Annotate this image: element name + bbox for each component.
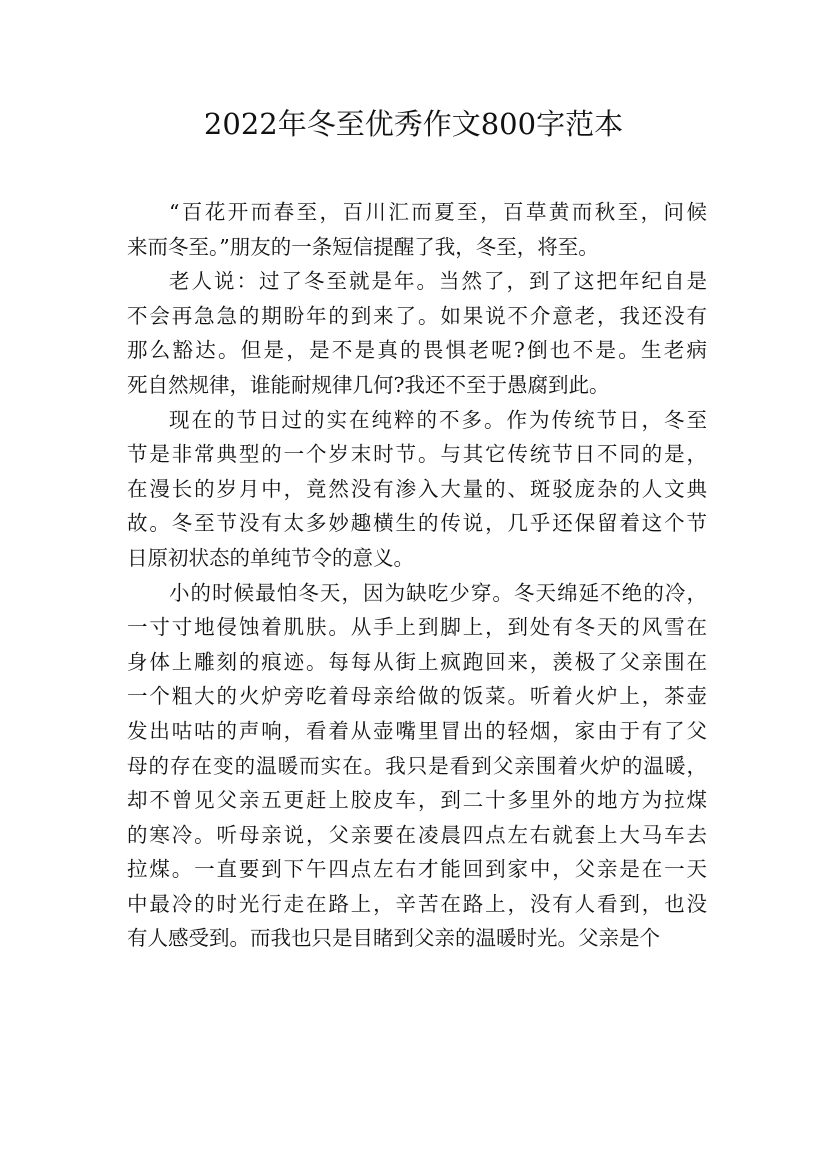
paragraph-line: 一寸寸地侵蚀着肌肤。从手上到脚上，到处有冬天的风雪在 [127, 615, 707, 640]
paragraph-line: 节是非常典型的一个岁末时节。与其它传统节日不同的是， [127, 442, 707, 467]
paragraph-first-line: 老人说：过了冬至就是年。当然了，到了这把年纪自是 [169, 269, 707, 294]
paragraph-line: 故。冬至节没有太多妙趣横生的传说，几乎还保留着这个节 [127, 511, 707, 536]
paragraph-line: 那么豁达。但是，是不是真的畏惧老呢?倒也不是。生老病 [127, 338, 707, 363]
document-title: 2022年冬至优秀作文800字范本 [203, 107, 624, 141]
paragraph-line: 来而冬至。”朋友的一条短信提醒了我，冬至，将至。 [127, 234, 599, 259]
paragraph-line: 身体上雕刻的痕迹。每每从街上疯跑回来，羡极了父亲围在 [127, 649, 707, 674]
paragraph-line: 在漫长的岁月中，竟然没有渗入大量的、斑驳庞杂的人文典 [127, 476, 707, 501]
paragraph-line: 却不曾见父亲五更赶上胶皮车，到二十多里外的地方为拉煤 [127, 788, 707, 813]
paragraph-line: 一个粗大的火炉旁吃着母亲给做的饭菜。听着火炉上，茶壶 [127, 684, 707, 709]
paragraph-line: 日原初状态的单纯节令的意义。 [127, 545, 414, 570]
paragraph-line: 中最冷的时光行走在路上，辛苦在路上，没有人看到，也没 [127, 891, 707, 916]
paragraph-first-line: 小的时候最怕冬天，因为缺吃少穿。冬天绵延不绝的冷， [169, 580, 707, 605]
paragraph-line: 死自然规律，谁能耐规律几何?我还不至于愚腐到此。 [127, 372, 610, 397]
paragraph-line: 的寒冷。听母亲说，父亲要在凌晨四点左右就套上大马车去 [127, 822, 707, 847]
paragraph-first-line: “百花开而春至，百川汇而夏至，百草黄而秋至，问候 [169, 200, 707, 224]
paragraph-line: 拉煤。一直要到下午四点左右才能回到家中，父亲是在一天 [127, 857, 707, 882]
paragraph-line: 母的存在变的温暖而实在。我只是看到父亲围着火炉的温暖， [127, 753, 707, 778]
paragraph-first-line: 现在的节日过的实在纯粹的不多。作为传统节日，冬至 [169, 407, 707, 432]
paragraph-line: 有人感受到。而我也只是目睹到父亲的温暖时光。父亲是个 [127, 926, 660, 951]
paragraph-line: 不会再急急的期盼年的到来了。如果说不介意老，我还没有 [127, 303, 707, 328]
paragraph-line: 发出咕咕的声响，看着从壶嘴里冒出的轻烟，家由于有了父 [127, 718, 707, 743]
document-body [127, 195, 707, 956]
